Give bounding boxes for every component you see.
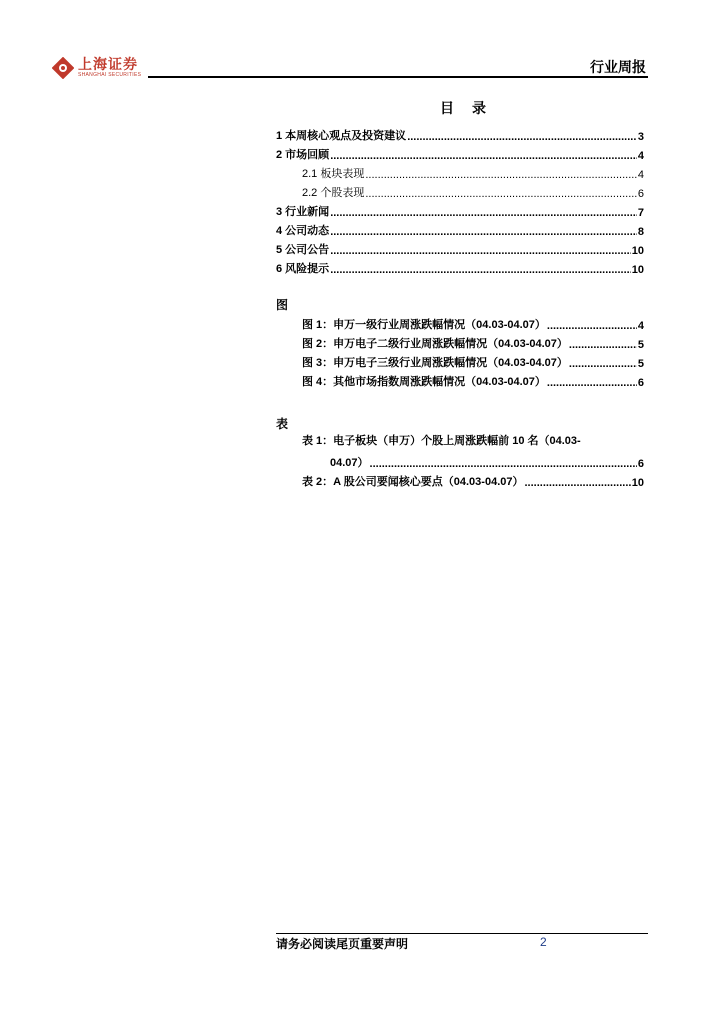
- toc-list: [276, 124, 644, 276]
- leader-dots: [569, 358, 637, 370]
- toc-entry[interactable]: [276, 238, 644, 257]
- toc-entry[interactable]: [276, 219, 644, 238]
- toc-entry-page: 3: [637, 131, 644, 143]
- figure-entry[interactable]: [276, 351, 644, 370]
- leader-dots: [569, 339, 637, 351]
- leader-dots: [330, 207, 637, 219]
- figure-entry-label: 图 2：申万电子二级行业周涨跌幅情况（04.03-04.07）: [302, 338, 568, 350]
- tables-list: [276, 432, 644, 489]
- header-divider: [148, 76, 648, 78]
- figure-entry-label: 图 4：其他市场指数周涨跌幅情况（04.03-04.07）: [302, 376, 546, 388]
- figure-entry-label: 图 3：申万电子三级行业周涨跌幅情况（04.03-04.07）: [302, 357, 568, 369]
- leader-dots: [330, 226, 637, 238]
- toc-entry-label: 4 公司动态: [276, 225, 330, 237]
- figure-entry-label: 图 1：申万一级行业周涨跌幅情况（04.03-04.07）: [302, 319, 546, 331]
- figure-entry-page: 5: [637, 339, 644, 351]
- toc-entry-label: 1 本周核心观点及投资建议: [276, 130, 407, 142]
- footer-disclaimer: 请务必阅读尾页重要声明: [276, 937, 409, 951]
- toc-entry-label: 3 行业新闻: [276, 206, 330, 218]
- figures-heading: 图: [276, 298, 289, 312]
- toc-entry-page: 10: [631, 264, 644, 276]
- toc-entry[interactable]: [276, 124, 644, 143]
- toc-entry-page: 6: [637, 188, 644, 200]
- leader-dots: [365, 188, 637, 200]
- toc-entry-label: 2.2 个股表现: [302, 187, 365, 199]
- toc-entry[interactable]: [276, 162, 644, 181]
- table-entry-line1[interactable]: 表 1：电子板块（申万）个股上周涨跌幅前 10 名（04.03-: [302, 435, 581, 447]
- leader-dots: [330, 150, 637, 162]
- figure-entry[interactable]: [276, 313, 644, 332]
- toc-entry-label: 5 公司公告: [276, 244, 330, 256]
- table-entry-page: 10: [631, 477, 644, 489]
- leader-dots: [407, 131, 637, 143]
- leader-dots: [547, 320, 637, 332]
- leader-dots: [547, 377, 637, 389]
- toc-entry-page: 7: [637, 207, 644, 219]
- toc-entry[interactable]: [276, 257, 644, 276]
- tables-heading: 表: [276, 417, 289, 431]
- toc-entry[interactable]: [276, 143, 644, 162]
- leader-dots: [330, 264, 631, 276]
- logo-english-name: SHANGHAI SECURITIES: [78, 72, 142, 78]
- logo-chinese-name: 上海证券: [78, 56, 138, 72]
- leader-dots: [370, 458, 637, 470]
- page-number: 2: [540, 935, 547, 949]
- table-entry-page: 6: [637, 458, 644, 470]
- figure-entry[interactable]: [276, 332, 644, 351]
- leader-dots: [330, 245, 631, 257]
- figures-list: [276, 313, 644, 389]
- logo: [52, 57, 141, 79]
- figure-entry-page: 6: [637, 377, 644, 389]
- toc-entry[interactable]: [276, 200, 644, 219]
- figure-entry[interactable]: [276, 370, 644, 389]
- toc-entry-page: 4: [637, 169, 644, 181]
- toc-entry-page: 4: [637, 150, 644, 162]
- leader-dots: [524, 477, 630, 489]
- toc-entry-label: 6 风险提示: [276, 263, 330, 275]
- table-entry[interactable]: [276, 451, 644, 470]
- figure-entry-page: 5: [637, 358, 644, 370]
- toc-entry-page: 8: [637, 226, 644, 238]
- table-entry-label: 04.07）: [330, 457, 369, 469]
- logo-emblem-icon: [52, 57, 74, 79]
- toc-entry-label: 2.1 板块表现: [302, 168, 365, 180]
- table-entry[interactable]: [276, 470, 644, 489]
- footer-divider: [276, 933, 648, 934]
- leader-dots: [365, 169, 637, 181]
- toc-entry-label: 2 市场回顾: [276, 149, 330, 161]
- toc-entry[interactable]: [276, 181, 644, 200]
- figure-entry-page: 4: [637, 320, 644, 332]
- toc-title: 目录: [440, 100, 504, 116]
- report-type: 行业周报: [590, 59, 646, 75]
- toc-entry-page: 10: [631, 245, 644, 257]
- table-entry-label: 表 2：A 股公司要闻核心要点（04.03-04.07）: [302, 476, 524, 488]
